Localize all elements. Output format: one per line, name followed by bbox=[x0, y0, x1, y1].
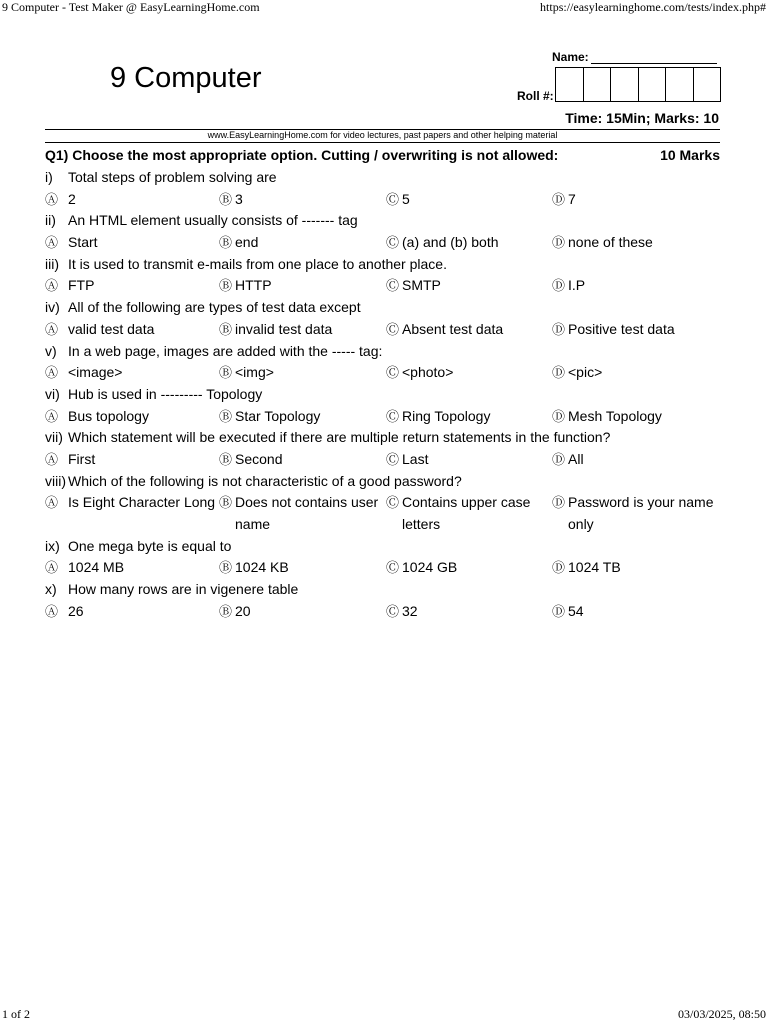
question-text: Total steps of problem solving are bbox=[68, 169, 277, 185]
option-text: 32 bbox=[402, 602, 418, 619]
question-stem bbox=[45, 210, 720, 232]
option-marker-c-icon: Ⓒ bbox=[386, 365, 400, 381]
option-b bbox=[219, 449, 283, 471]
option-text: Contains upper case letters bbox=[402, 494, 531, 533]
option-marker-c-icon: Ⓒ bbox=[386, 235, 400, 251]
option-text: none of these bbox=[568, 234, 653, 251]
roll-number-boxes bbox=[555, 67, 721, 102]
option-text: Mesh Topology bbox=[568, 407, 662, 424]
option-marker-c-icon: Ⓒ bbox=[386, 191, 400, 207]
section-instructions: Q1) Choose the most appropriate option. Cutting / overwriting is not allowed: bbox=[45, 147, 559, 163]
question-text: It is used to transmit e-mails from one place to another place. bbox=[68, 255, 447, 272]
option-text: <image> bbox=[68, 364, 123, 381]
option-marker-c-icon: Ⓒ bbox=[386, 603, 400, 619]
option-a bbox=[45, 189, 76, 211]
option-a bbox=[45, 601, 84, 623]
option-marker-a-icon: Ⓐ bbox=[45, 603, 59, 619]
option-text: (a) and (b) both bbox=[402, 234, 499, 251]
option-marker-a-icon: Ⓐ bbox=[45, 365, 59, 381]
option-text: 1024 MB bbox=[68, 559, 125, 576]
option-marker-b-icon: Ⓑ bbox=[219, 191, 233, 207]
option-row bbox=[45, 492, 720, 535]
option-marker-d-icon: Ⓓ bbox=[552, 495, 566, 511]
roll-box bbox=[584, 68, 612, 101]
option-marker-b-icon: Ⓑ bbox=[219, 451, 233, 467]
option-marker-c-icon: Ⓒ bbox=[386, 321, 400, 337]
option-text: 54 bbox=[568, 602, 584, 619]
question-number: ii) bbox=[45, 212, 56, 229]
option-marker-b-icon: Ⓑ bbox=[219, 365, 233, 381]
option-text: Start bbox=[68, 234, 98, 251]
print-header-url: https://easylearninghome.com/tests/index.php# bbox=[540, 0, 766, 14]
option-row bbox=[45, 601, 720, 623]
option-b bbox=[219, 189, 243, 211]
option-a bbox=[45, 449, 96, 471]
option-b bbox=[219, 601, 251, 623]
option-c bbox=[386, 406, 491, 428]
option-row bbox=[45, 232, 720, 254]
roll-box bbox=[639, 68, 667, 101]
option-row bbox=[45, 275, 720, 297]
paper-title: 9 Computer bbox=[110, 62, 262, 94]
question-stem bbox=[45, 427, 720, 449]
option-marker-d-icon: Ⓓ bbox=[552, 408, 566, 424]
roll-box bbox=[556, 68, 584, 101]
question-number: i) bbox=[45, 169, 53, 185]
print-timestamp: 03/03/2025, 08:50 bbox=[677, 1007, 766, 1021]
option-a bbox=[45, 406, 149, 428]
question-text: Which statement will be executed if there are multiple return statements in the function? bbox=[68, 429, 611, 446]
option-text: Password is your name only bbox=[568, 494, 714, 533]
question-text: How many rows are in vigenere table bbox=[68, 581, 299, 598]
option-text: HTTP bbox=[235, 277, 272, 294]
option-text: 20 bbox=[235, 602, 251, 619]
option-text: <img> bbox=[235, 364, 274, 381]
roll-box bbox=[611, 68, 639, 101]
option-c bbox=[386, 492, 531, 533]
name-field bbox=[552, 50, 717, 64]
option-marker-a-icon: Ⓐ bbox=[45, 495, 59, 511]
option-a bbox=[45, 557, 125, 579]
option-text: Is Eight Character Long bbox=[68, 494, 216, 511]
roll-label: Roll #: bbox=[517, 89, 554, 103]
question-number: vii) bbox=[45, 429, 63, 446]
option-marker-c-icon: Ⓒ bbox=[386, 560, 400, 576]
option-marker-a-icon: Ⓐ bbox=[45, 321, 59, 337]
question-number: v) bbox=[45, 342, 57, 359]
name-label: Name: bbox=[552, 50, 589, 64]
print-header-title: 9 Computer - Test Maker @ EasyLearningHome.com bbox=[2, 0, 260, 14]
option-c bbox=[386, 557, 458, 579]
option-marker-c-icon: Ⓒ bbox=[386, 451, 400, 467]
option-c bbox=[386, 189, 410, 211]
page-number: 1 of 2 bbox=[2, 1007, 30, 1021]
question-stem bbox=[45, 254, 720, 276]
question-stem bbox=[45, 471, 720, 493]
option-marker-d-icon: Ⓓ bbox=[552, 321, 566, 337]
option-text: Bus topology bbox=[68, 407, 149, 424]
question-number: ix) bbox=[45, 537, 60, 554]
option-text: 26 bbox=[68, 602, 84, 619]
name-line bbox=[591, 51, 717, 64]
option-marker-d-icon: Ⓓ bbox=[552, 451, 566, 467]
option-text: I.P bbox=[568, 277, 586, 294]
option-text: All bbox=[568, 450, 584, 467]
section-heading bbox=[45, 147, 720, 163]
question-number: x) bbox=[45, 581, 57, 598]
question-number: viii) bbox=[45, 472, 66, 489]
option-text: 7 bbox=[568, 190, 576, 207]
option-marker-b-icon: Ⓑ bbox=[219, 321, 233, 337]
option-b bbox=[219, 492, 379, 533]
option-a bbox=[45, 319, 155, 341]
option-row bbox=[45, 319, 720, 341]
option-b bbox=[219, 362, 274, 384]
option-text: Last bbox=[402, 450, 429, 467]
print-header bbox=[0, 0, 768, 16]
question-number: iii) bbox=[45, 255, 59, 272]
question-stem bbox=[45, 536, 720, 558]
option-a bbox=[45, 275, 95, 297]
option-d bbox=[552, 362, 603, 384]
option-text: 5 bbox=[402, 190, 410, 207]
option-row bbox=[45, 557, 720, 579]
option-text: 1024 TB bbox=[568, 559, 621, 576]
option-text: <pic> bbox=[568, 364, 603, 381]
option-text: Star Topology bbox=[235, 407, 321, 424]
question-stem bbox=[45, 384, 720, 406]
option-b bbox=[219, 319, 333, 341]
option-row bbox=[45, 362, 720, 384]
question-text: In a web page, images are added with the ----- tag: bbox=[68, 342, 383, 359]
option-text: First bbox=[68, 450, 96, 467]
option-text: 1024 KB bbox=[235, 559, 289, 576]
option-marker-a-icon: Ⓐ bbox=[45, 560, 59, 576]
option-marker-b-icon: Ⓑ bbox=[219, 408, 233, 424]
question-stem bbox=[45, 297, 720, 319]
option-c bbox=[386, 601, 418, 623]
divider-bottom bbox=[45, 142, 720, 143]
question-stem bbox=[45, 579, 720, 601]
option-d bbox=[552, 601, 584, 623]
option-text: 1024 GB bbox=[402, 559, 458, 576]
option-text: <photo> bbox=[402, 364, 454, 381]
option-a bbox=[45, 232, 98, 254]
option-marker-b-icon: Ⓑ bbox=[219, 235, 233, 251]
print-footer bbox=[0, 1006, 768, 1022]
question-stem bbox=[45, 341, 720, 363]
question-list bbox=[45, 167, 720, 622]
website-note: www.EasyLearningHome.com for video lectures, past papers and other helping material bbox=[207, 130, 558, 140]
option-row bbox=[45, 449, 720, 471]
option-text: SMTP bbox=[402, 277, 441, 294]
option-text: Ring Topology bbox=[402, 407, 491, 424]
section-marks: 10 Marks bbox=[660, 147, 720, 163]
option-b bbox=[219, 406, 321, 428]
time-marks: Time: 15Min; Marks: 10 bbox=[565, 110, 719, 126]
question-text: Hub is used in --------- Topology bbox=[68, 385, 263, 402]
option-marker-b-icon: Ⓑ bbox=[219, 495, 233, 511]
option-d bbox=[552, 449, 584, 471]
option-a bbox=[45, 492, 216, 514]
option-c bbox=[386, 319, 504, 341]
option-text: Does not contains user name bbox=[235, 494, 379, 533]
option-marker-d-icon: Ⓓ bbox=[552, 191, 566, 207]
option-marker-c-icon: Ⓒ bbox=[386, 278, 400, 294]
question-text: One mega byte is equal to bbox=[68, 537, 232, 554]
option-text: Positive test data bbox=[568, 320, 675, 337]
option-d bbox=[552, 406, 662, 428]
option-marker-d-icon: Ⓓ bbox=[552, 365, 566, 381]
option-text: end bbox=[235, 234, 259, 251]
option-marker-a-icon: Ⓐ bbox=[45, 408, 59, 424]
roll-box bbox=[694, 68, 721, 101]
option-text: 2 bbox=[68, 190, 76, 207]
option-d bbox=[552, 492, 714, 533]
option-marker-b-icon: Ⓑ bbox=[219, 603, 233, 619]
option-d bbox=[552, 319, 675, 341]
option-marker-a-icon: Ⓐ bbox=[45, 278, 59, 294]
option-c bbox=[386, 449, 429, 471]
question-text: All of the following are types of test data except bbox=[68, 299, 361, 316]
question-stem bbox=[45, 167, 720, 189]
option-marker-c-icon: Ⓒ bbox=[386, 495, 400, 511]
option-marker-d-icon: Ⓓ bbox=[552, 278, 566, 294]
option-d bbox=[552, 189, 576, 211]
option-marker-b-icon: Ⓑ bbox=[219, 560, 233, 576]
option-d bbox=[552, 232, 653, 254]
option-b bbox=[219, 275, 272, 297]
question-text: Which of the following is not characteristic of a good password? bbox=[68, 472, 462, 489]
option-marker-d-icon: Ⓓ bbox=[552, 235, 566, 251]
option-marker-a-icon: Ⓐ bbox=[45, 191, 59, 207]
option-b bbox=[219, 232, 259, 254]
option-row bbox=[45, 189, 720, 211]
option-text: invalid test data bbox=[235, 320, 333, 337]
option-marker-a-icon: Ⓐ bbox=[45, 235, 59, 251]
option-a bbox=[45, 362, 123, 384]
option-marker-c-icon: Ⓒ bbox=[386, 408, 400, 424]
option-b bbox=[219, 557, 289, 579]
question-number: vi) bbox=[45, 385, 60, 402]
option-c bbox=[386, 275, 441, 297]
roll-box bbox=[666, 68, 694, 101]
question-text: An HTML element usually consists of ------- tag bbox=[68, 212, 358, 229]
option-c bbox=[386, 362, 454, 384]
option-marker-d-icon: Ⓓ bbox=[552, 603, 566, 619]
option-row bbox=[45, 406, 720, 428]
option-marker-d-icon: Ⓓ bbox=[552, 560, 566, 576]
option-d bbox=[552, 275, 586, 297]
option-marker-a-icon: Ⓐ bbox=[45, 451, 59, 467]
option-marker-b-icon: Ⓑ bbox=[219, 278, 233, 294]
option-d bbox=[552, 557, 621, 579]
option-text: valid test data bbox=[68, 320, 155, 337]
option-c bbox=[386, 232, 499, 254]
option-text: 3 bbox=[235, 190, 243, 207]
question-number: iv) bbox=[45, 299, 60, 316]
option-text: FTP bbox=[68, 277, 95, 294]
option-text: Absent test data bbox=[402, 320, 504, 337]
option-text: Second bbox=[235, 450, 283, 467]
